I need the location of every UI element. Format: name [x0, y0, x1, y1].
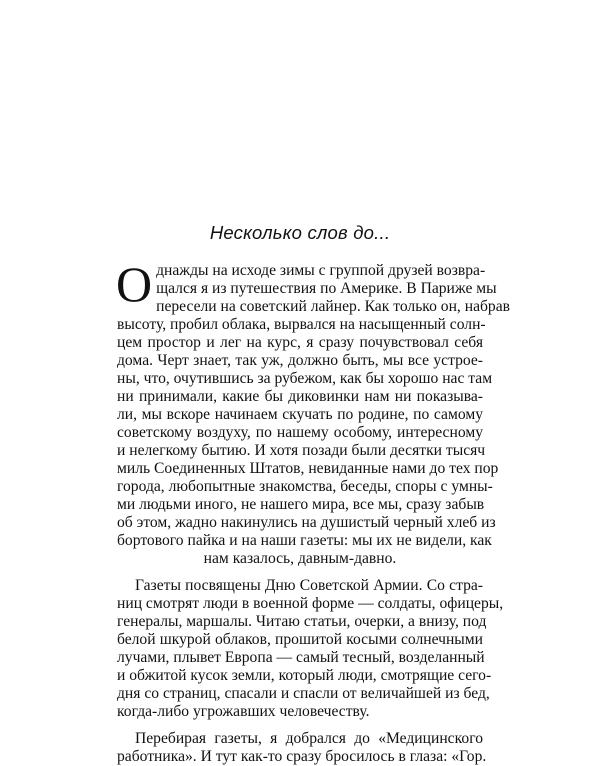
paragraph-1	[116, 256, 510, 568]
text-line: когда-либо угрожавших человечеству.	[117, 703, 370, 720]
drop-cap: О	[116, 256, 153, 312]
text-line: бортового пайка и на наши газеты: мы их не видели, как	[117, 532, 492, 549]
text-line: советскому воздуху, по нашему особому, интересному	[117, 424, 483, 441]
text-line: работника». И тут как-то сразу бросилось в глаза: «Гор.	[117, 748, 487, 765]
text-line: дня со страниц, спасали и спасли от величайшей из бед,	[117, 685, 490, 702]
text-line: об этом, жадно накинулись на душистый черный хлеб из	[117, 514, 496, 531]
text-line: цем простор и лег на курс, я сразу почувствовал себя	[117, 334, 483, 351]
text-line: ниц смотрят люди в военной форме — солдаты, офицеры,	[117, 595, 504, 612]
text-line: белой шкурой облаков, прошитой косыми солнечными	[117, 631, 483, 648]
text-line: города, любопытные знакомства, беседы, споры с умны-	[117, 478, 493, 495]
text-line: и обжитой кусок земли, который люди, смотрящие сего-	[117, 667, 492, 684]
text-line: пересели на советский лайнер. Как только он, набрав	[156, 298, 510, 315]
text-line: Газеты посвящены Дню Советской Армии. Со стра-	[135, 577, 483, 594]
text-line: ми людьми иного, не нашего мира, все мы, сразу забыв	[117, 496, 485, 513]
text-line: и нелегкому бытию. И хотя позади были десятки тысяч	[117, 442, 486, 459]
chapter-heading: Несколько слов до...	[209, 222, 391, 243]
text-line: ли, мы вскоре начинаем скучать по родине, по самому	[117, 406, 483, 423]
body-text	[116, 256, 510, 766]
text-line: днажды на исходе зимы с группой друзей возвра-	[156, 262, 486, 279]
paragraph-gap	[117, 568, 483, 577]
paragraph-gap	[117, 721, 483, 730]
text-line: щался я из путешествия по Америке. В Париже мы	[156, 280, 497, 297]
text-line: нам казалось, давным-давно.	[203, 550, 397, 567]
text-line: лучами, плывет Европа — самый тесный, возделанный	[117, 649, 485, 666]
text-line: генералы, маршалы. Читаю статьи, очерки, а внизу, под	[117, 613, 487, 630]
text-line: ни принимали, какие бы диковинки нам ни показыва-	[117, 388, 483, 405]
text-line: дома. Черт знает, так уж, должно быть, мы все устрое-	[117, 352, 483, 369]
text-line: высоту, пробил облака, вырвался на насыщенный солн-	[117, 316, 486, 333]
text-line: миль Соединенных Штатов, невиданные нами до тех пор	[117, 460, 499, 477]
paragraph-3	[117, 730, 487, 766]
paragraph-2	[117, 577, 504, 721]
text-line: Перебирая газеты, я добрался до «Медицинского	[135, 730, 483, 747]
text-line: ны, что, очутившись за рубежом, как бы хорошо нас там	[117, 370, 493, 387]
